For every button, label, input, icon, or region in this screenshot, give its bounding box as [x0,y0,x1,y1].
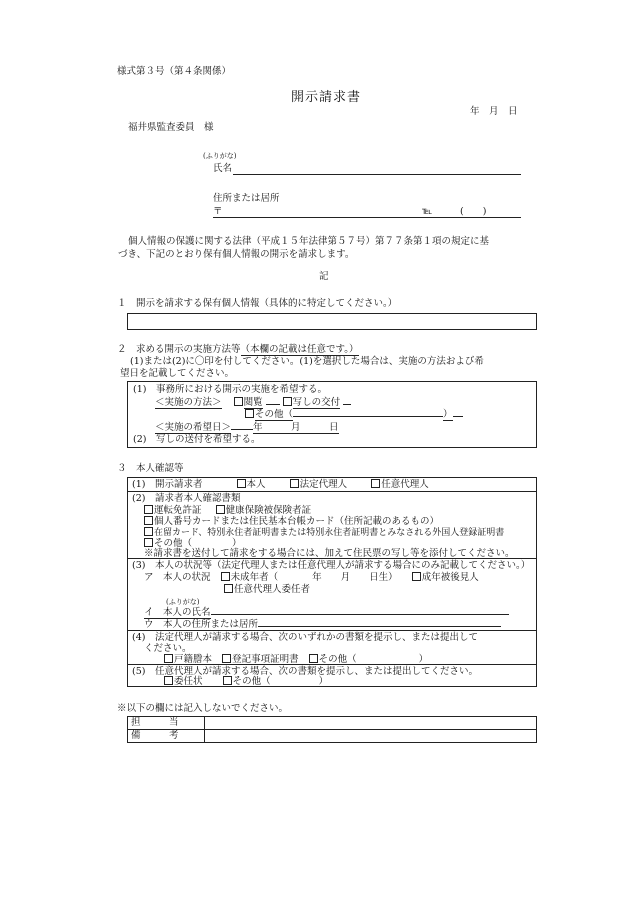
residence-card-checkbox[interactable] [144,527,153,536]
optional-other-end: ） [318,676,329,687]
legal-other-checkbox[interactable] [309,654,318,663]
principal-status-a: ア 本人の状況 [144,572,211,583]
section1-heading: １ 開示を請求する保有個人情報（具体的に特定してください。） [117,298,398,309]
method-other-row [245,409,463,421]
section2-heading [117,344,359,356]
adult-guardianship-checkbox[interactable] [412,572,421,581]
principal-name-line [144,607,509,619]
principal-status-label: (3) 本人の状況等（法定代理人または任意代理人が請求する場合にのみ記載してください。） [132,560,531,571]
address-field-line[interactable] [213,217,521,218]
furigana-label: (ふりがな) [203,152,237,160]
delegator-checkbox[interactable] [224,584,233,593]
other-id-checkbox[interactable] [144,538,153,547]
name-label: 氏名 [213,163,233,174]
date-row [155,422,339,434]
optional-rep-docs-row [128,664,536,688]
remarks-field [205,730,537,743]
optional-rep-docs-options [164,676,328,688]
office-use-table [127,716,537,743]
ki-mark: 記 [319,271,329,282]
tel-paren: ( ) [460,206,487,217]
section2-note-2: 望日を記載してください。 [120,368,235,379]
id-documents-row [128,491,536,559]
postal-mark: 〒 [213,206,223,217]
section3-heading: ３ 本人確認等 [117,463,184,474]
principal-address-label: ウ 本人の住所または居所 [144,619,259,630]
birth-date[interactable]: 年 月 日生） [312,572,398,583]
principal-status-row [128,558,536,631]
option2-label[interactable]: (2) 写しの送付を希望する。 [133,434,261,445]
date-line: 年 月 日 [470,106,518,117]
other-method-label: その他（ [255,409,294,420]
section3-table [127,477,537,687]
in-charge-field [205,717,537,730]
intro-line-2: づき、下記のとおり保有個人情報の開示を請求します。 [118,249,355,260]
self-checkbox[interactable] [237,479,246,488]
legal-other-label: その他（ [318,654,357,665]
my-number-card-checkbox[interactable] [144,516,153,525]
tel-mark: ℡ [422,206,433,217]
section2-options-box [127,381,537,448]
office-use-row [128,730,537,743]
view-label: 閲覧 [243,397,263,408]
in-charge-label: 担 当 [128,717,205,730]
health-insurance-checkbox[interactable] [216,505,225,514]
section1-input-box[interactable] [127,313,537,330]
principal-status-line [144,572,479,584]
principal-delegator-line [224,584,310,596]
desired-date-field[interactable]: 年 月 日 [253,422,339,433]
residence-card-label: 在留カード、特別永住者証明書または特別永住者証明書とみなされる外国人登録証明書 [154,528,505,538]
legal-rep-docs-line-1: (4) 法定代理人が請求する場合、次のいずれかの書類を提示し、または提出して [132,632,478,643]
legal-rep-label: 法定代理人 [299,479,348,490]
requester-row [128,478,536,491]
legal-rep-docs-line-2: ください。 [144,643,192,654]
form-number: 様式第３号（第４条関係） [117,66,232,77]
legal-other-end: ） [418,654,429,665]
option1-label[interactable]: (1) 事務所における開示の実施を希望する。 [133,384,327,395]
optional-rep-docs-line: (5) 任意代理人が請求する場合、次の書類を提示し、または提出してください。 [132,666,478,677]
requester-type-line [132,479,429,491]
drivers-license-checkbox[interactable] [144,505,153,514]
other-id-label: その他（ [154,538,193,549]
intro-line-1: 個人情報の保護に関する法律（平成１５年法律第５７号）第７７条第１項の規定に基 [128,236,490,247]
minor-checkbox[interactable] [221,572,230,581]
optional-rep-checkbox[interactable] [371,479,380,488]
requester-label: (1) 開示請求者 [132,479,203,490]
copy-checkbox[interactable] [283,397,292,406]
drivers-license-label: 運転免許証 [154,505,202,516]
desired-date-label: ＜実施の希望日＞ [155,422,232,433]
health-insurance-label: 健康保険被保険者証 [225,505,312,516]
family-register-label: 戸籍謄本 [174,654,213,665]
id-documents-label: (2) 請求者本人確認書類 [132,493,241,504]
adult-guardianship-label: 成年被後見人 [421,572,479,583]
power-of-attorney-label: 委任状 [174,676,203,687]
delegator-label: 任意代理人委任者 [234,584,311,595]
id-documents-note: ※請求書を送付して請求をする場合には、加えて住民票の写し等を添付してください。 [144,548,515,559]
section2-heading-main: ２ 求める開示の実施方法等 [117,344,241,355]
office-use-note: ※以下の欄には記入しないでください。 [117,703,289,714]
method-label: ＜実施の方法＞ [155,397,222,408]
copy-label: 写しの交付 [292,397,341,408]
address-label: 住所または居所 [213,193,280,204]
principal-name-field[interactable] [211,614,509,615]
optional-other-label: その他（ [232,676,271,687]
view-checkbox[interactable] [234,397,243,406]
name-field-line[interactable] [233,174,521,175]
other-method-end: ） [443,409,453,420]
other-method-checkbox[interactable] [245,409,254,418]
principal-address-field[interactable] [258,626,501,627]
other-method-field[interactable] [293,416,443,417]
section2-note-1: (1)または(2)に〇印を付してください。(1)を選択した場合は、実施の方法および希 [130,356,484,367]
my-number-card-label: 個人番号カードまたは住民基本台帳カード（住所記載のあるもの） [154,516,440,527]
section2-heading-optional: （本欄の記載は任意です。） [240,344,359,355]
power-of-attorney-checkbox[interactable] [164,676,173,685]
other-id-end: ） [232,538,242,549]
office-use-row [128,717,537,730]
page-title: 開示請求書 [291,90,362,105]
legal-rep-docs-row [128,630,536,665]
principal-furigana: (ふりがな) [166,598,200,606]
self-label: 本人 [246,479,266,490]
method-row [155,397,351,409]
registry-cert-label: 登記事項証明書 [232,654,299,665]
minor-label: 未成年者（ [230,572,279,583]
optional-other-checkbox[interactable] [223,676,232,685]
registry-cert-checkbox[interactable] [222,654,231,663]
principal-name-label: イ 本人の氏名 [144,607,211,618]
family-register-checkbox[interactable] [164,654,173,663]
legal-rep-checkbox[interactable] [290,479,299,488]
optional-rep-label: 任意代理人 [381,479,429,490]
remarks-label: 備 考 [128,730,205,743]
addressee: 福井県監査委員 様 [128,122,214,133]
